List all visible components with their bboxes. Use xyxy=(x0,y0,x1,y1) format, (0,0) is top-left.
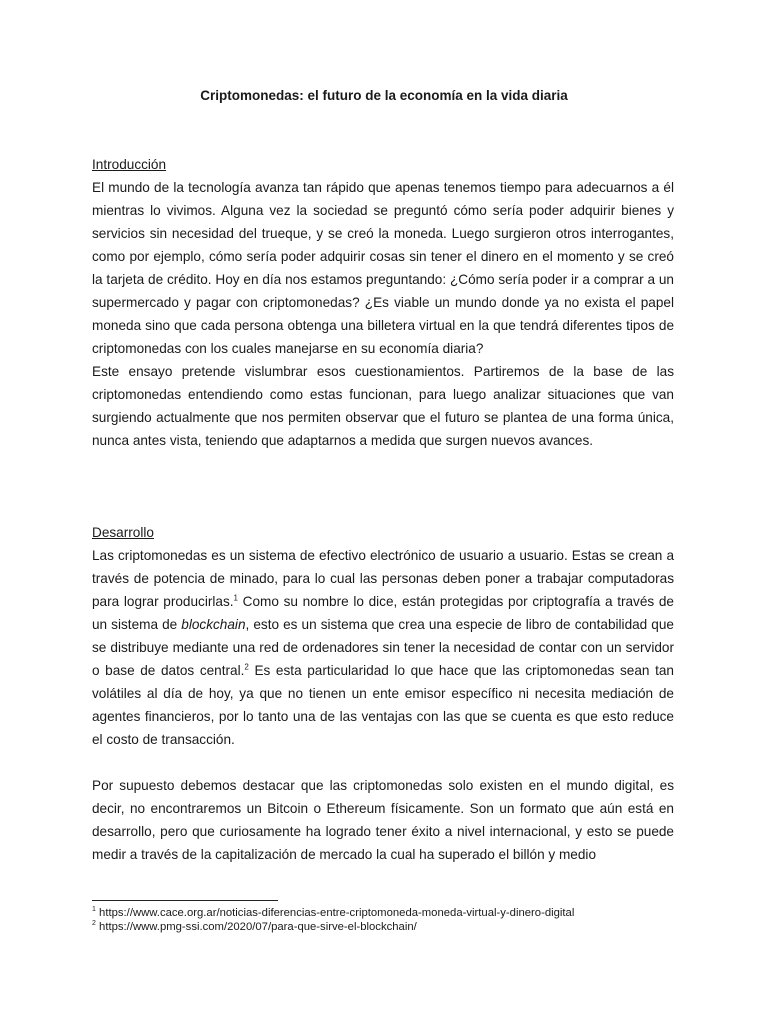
development-paragraph-2: Por supuesto debemos destacar que las criptomonedas solo existen en el mundo digital, es decir, no encontraremos un Bitcoin o Ethereum físicamente. Son un formato que aún está en desarrollo, pero que curiosamente ha logrado tener éxito a nivel internacional, y esto se puede medir a través de la capitalización de mercado la cual ha superado el billón y medio xyxy=(92,778,674,862)
footnote-2-link[interactable]: https://www.pmg-ssi.com/2020/07/para-que-sirve-el-blockchain/ xyxy=(95,921,417,933)
footnote-2 xyxy=(92,920,692,934)
paragraph-gap xyxy=(92,751,674,774)
intro-heading: Introducción xyxy=(92,157,167,172)
footnote-ref-1: 1 xyxy=(233,593,238,603)
development-section xyxy=(92,521,674,866)
footnote-ref-2: 2 xyxy=(244,662,249,672)
dev-p1-text-d: Es esta particularidad lo que hace que las criptomonedas sean tan volátiles al día de hoy, ya que no tienen un ente emisor específico ni necesita mediación de agentes financieros, por lo tanto una de las ventajas con las que se cuenta es que esto reduce el costo de transacción. xyxy=(92,663,674,747)
blockchain-term: blockchain xyxy=(181,617,246,632)
intro-paragraph-2: Este ensayo pretende vislumbrar esos cuestionamientos. Partiremos de la base de las criptomonedas entendiendo como estas funcionan, para luego analizar situaciones que van surgiendo actualmente que nos permiten observar que el futuro se plantea de una forma única, nunca antes vista, teniendo que adaptarnos a medida que surgen nuevos avances. xyxy=(92,364,674,448)
footnote-1 xyxy=(92,906,692,920)
dev-p1-text-b: Como su nombre lo dice, están protegidas por criptografía a través de un sistema de xyxy=(92,594,674,632)
development-heading: Desarrollo xyxy=(92,525,154,540)
document-title: Criptomonedas: el futuro de la economía en la vida diaria xyxy=(200,88,568,103)
dev-p1-text-c: , esto es un sistema que crea una especie de libro de contabilidad que se distribuye mediante una red de ordenadores sin tener la necesidad de contar con un servidor o base de datos central. xyxy=(92,617,674,678)
intro-paragraph-1: El mundo de la tecnología avanza tan rápido que apenas tenemos tiempo para adecuarnos a él mientras lo vivimos. Alguna vez la sociedad se preguntó cómo sería poder adquirir bienes y servicios sin necesidad del trueque, y se creó la moneda. Luego surgieron otros interrogantes, como por ejemplo, cómo sería poder adquirir cosas sin tener el dinero en el momento y se creó la tarjeta de crédito. Hoy en día nos estamos preguntando: ¿Cómo sería poder ir a comprar a un supermercado y pagar con criptomonedas? ¿Es viable un mundo donde ya no exista el papel moneda sino que cada persona obtenga una billetera virtual en la que tendrá diferentes tipos de criptomonedas con los cuales manejarse en su economía diaria? xyxy=(92,180,674,356)
footnote-1-number: 1 xyxy=(92,906,96,914)
development-paragraph-1 xyxy=(92,544,674,751)
footnote-2-number: 2 xyxy=(92,920,96,928)
footnote-1-link[interactable]: https://www.cace.org.ar/noticias-diferencias-entre-criptomoneda-moneda-virtual-y-dinero-digital xyxy=(95,907,575,919)
intro-section xyxy=(92,153,674,452)
footnotes xyxy=(92,906,692,934)
footnote-separator xyxy=(92,900,278,901)
dev-p1-text-a: Las criptomonedas es un sistema de efectivo electrónico de usuario a usuario. Estas se crean a través de potencia de minado, para lo cual las personas deben poner a trabajar computadoras para lograr producirlas. xyxy=(92,548,674,609)
